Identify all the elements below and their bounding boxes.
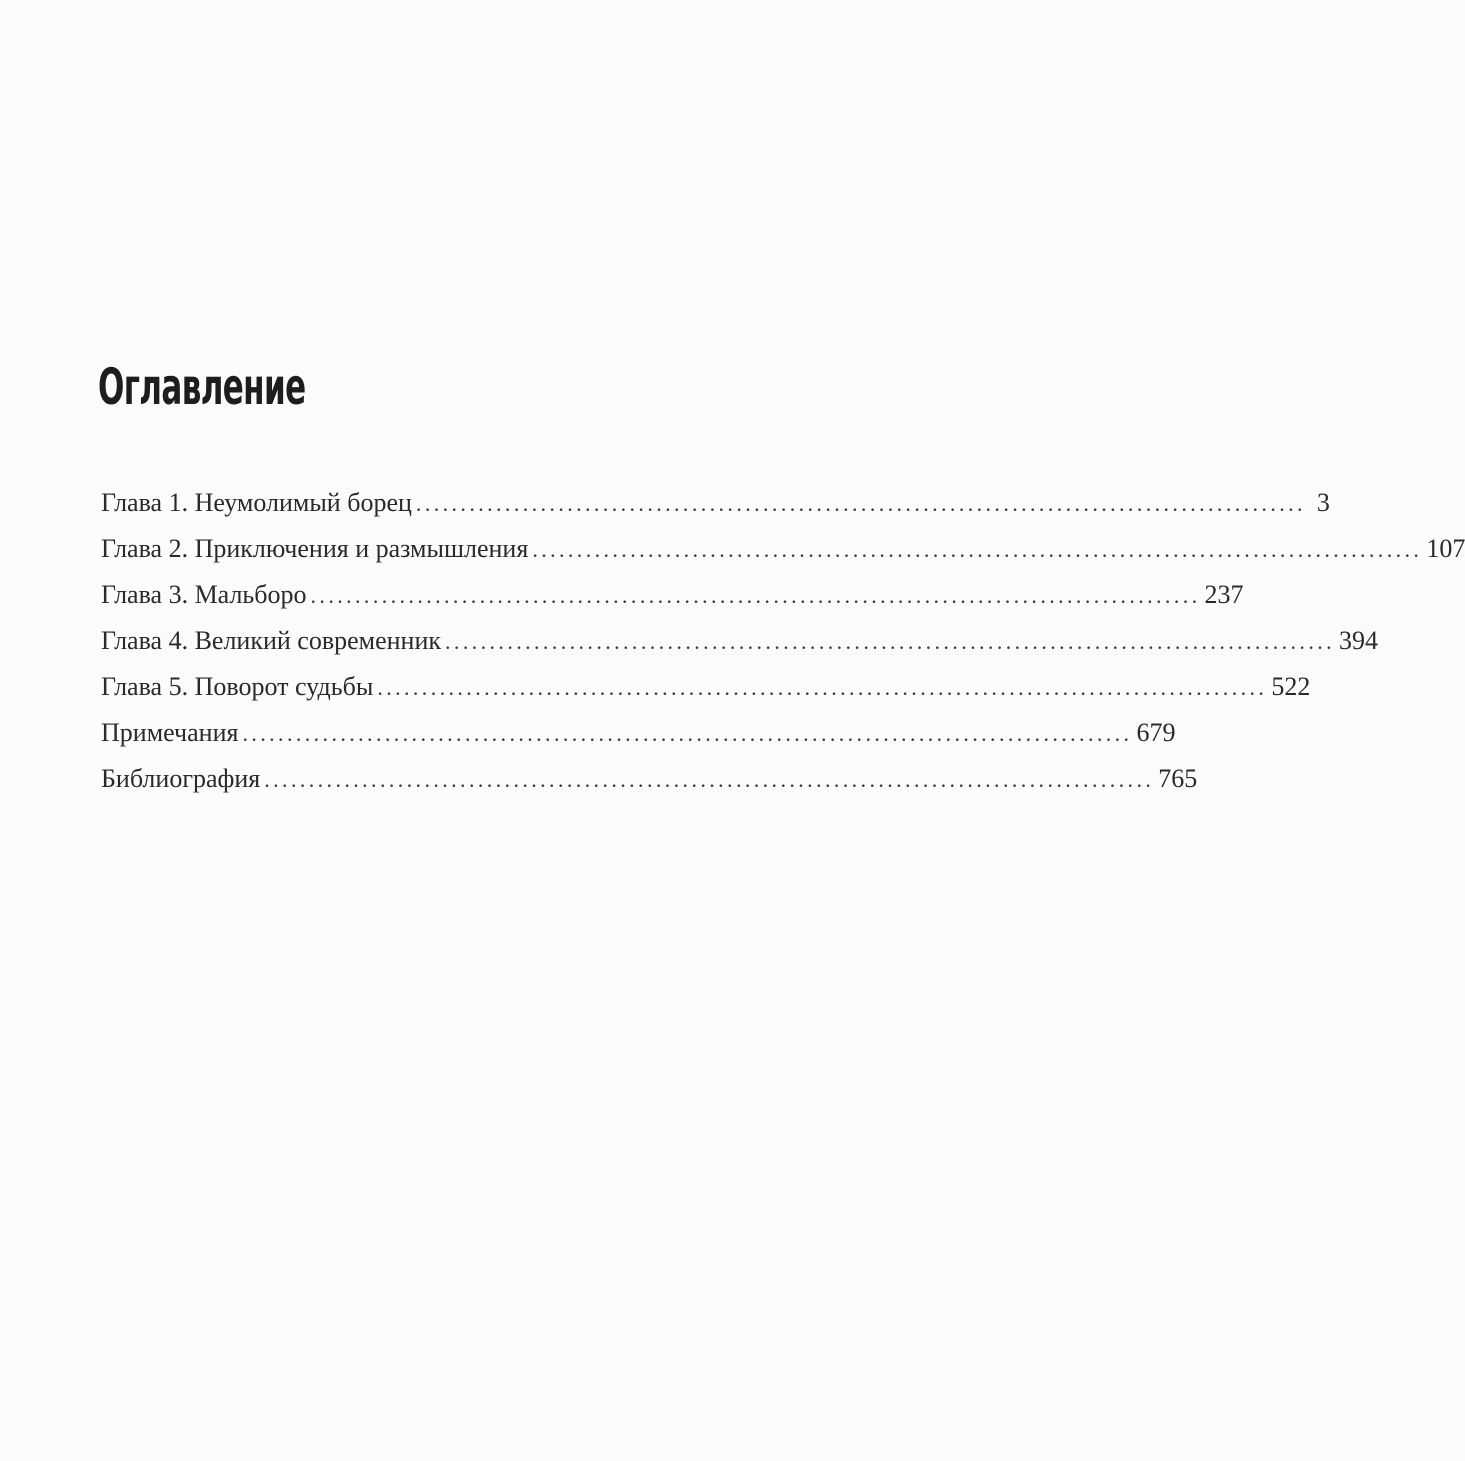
toc-entry (101, 672, 1311, 718)
toc-entry-label: Глава 4. Великий современник (101, 626, 442, 655)
toc-entry-page: 237 (1204, 580, 1244, 609)
toc-entry (101, 764, 1198, 810)
toc-dot-leader: .................................................................................................... (532, 537, 1423, 562)
toc-entry-page: 522 (1271, 672, 1311, 701)
toc-entry-page: 3 (1316, 488, 1330, 517)
toc-dot-leader: .................................................................................................... (264, 767, 1155, 792)
toc-entry (101, 718, 1176, 764)
toc-entry-page: 394 (1339, 626, 1379, 655)
toc-entry-label: Примечания (101, 718, 239, 747)
toc-entry (101, 488, 1330, 534)
toc-entry-label: Глава 3. Мальборо (101, 580, 307, 609)
toc-entry-label: Библиография (101, 764, 261, 793)
toc-entry (101, 534, 1465, 580)
toc-dot-leader: .................................................................................................... (445, 629, 1336, 654)
toc-entry-page: 107 (1426, 534, 1465, 563)
toc-entry (101, 580, 1244, 626)
toc-dot-leader: .................................................................................................... (310, 583, 1201, 608)
toc-dot-leader: .................................................................................................... (415, 491, 1306, 516)
toc-entry-label: Глава 1. Неумолимый борец (101, 488, 412, 517)
toc-dot-leader: .................................................................................................... (242, 721, 1133, 746)
toc-dot-leader: .................................................................................................... (377, 675, 1268, 700)
toc-title: Оглавление (98, 358, 306, 416)
toc-entry (101, 626, 1379, 672)
toc-entry-page: 765 (1158, 764, 1198, 793)
toc-entry-label: Глава 5. Поворот судьбы (101, 672, 374, 701)
toc-list (101, 488, 1465, 810)
toc-entry-page: 679 (1136, 718, 1176, 747)
toc-entry-label: Глава 2. Приключения и размышления (101, 534, 529, 563)
